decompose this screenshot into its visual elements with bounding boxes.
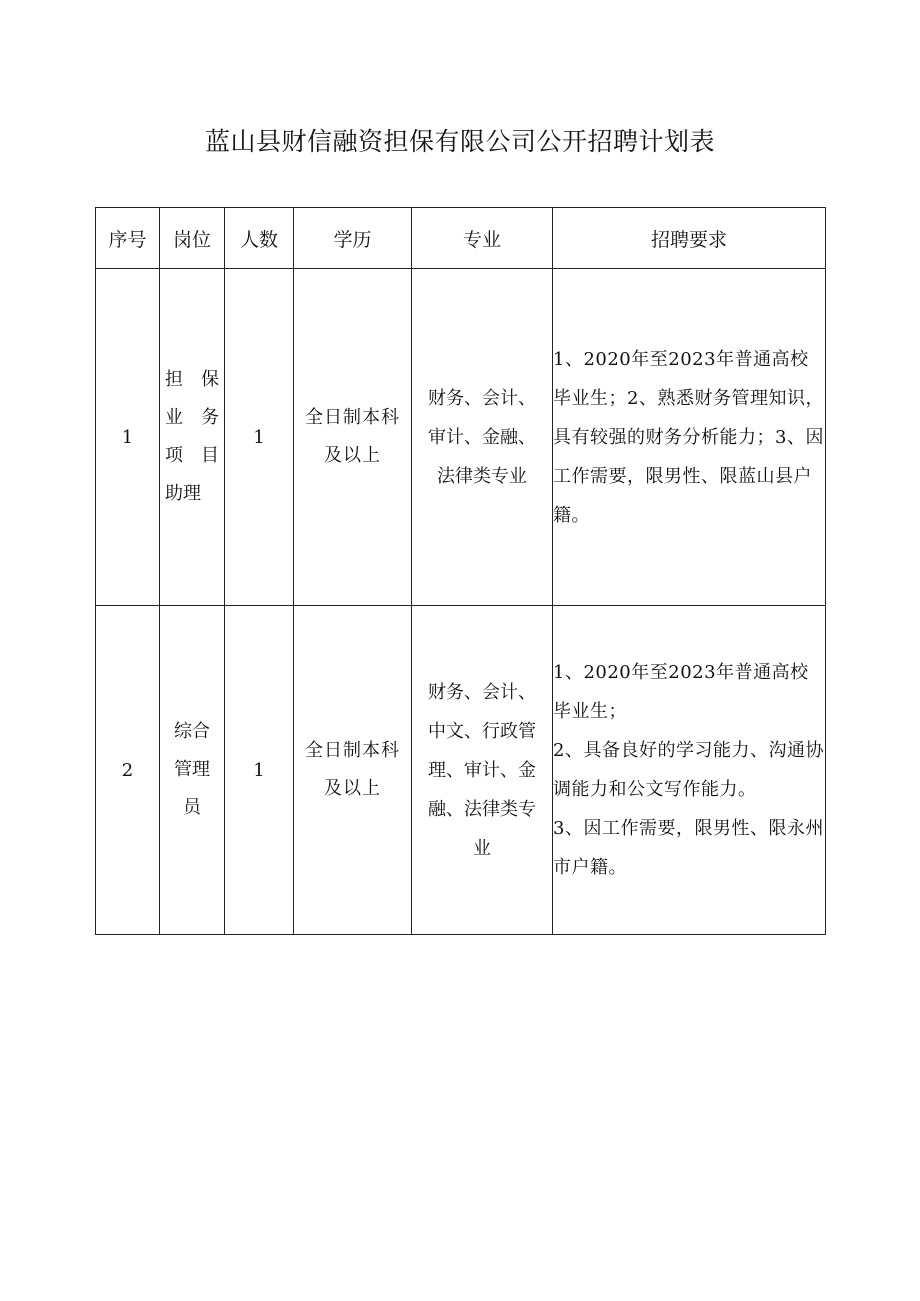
row-education: [294, 606, 412, 935]
major-line: 理、审计、金: [428, 759, 536, 781]
header-serial-number: 序号: [96, 208, 160, 269]
requirement-item: 1、2020年至2023年普通高校毕业生；: [553, 662, 809, 722]
position-line: 担 保: [165, 369, 219, 390]
position-line: 综合: [174, 721, 210, 742]
position-line: 业 务: [165, 407, 219, 428]
row-education: [294, 269, 412, 606]
major-line: 审计、金融、: [428, 426, 536, 448]
position-line: 助理: [165, 483, 201, 504]
major-line: 财务、会计、: [428, 387, 536, 409]
header-education: 学历: [294, 208, 412, 269]
recruitment-plan-table: [95, 207, 826, 935]
page-title: 蓝山县财信融资担保有限公司公开招聘计划表: [204, 127, 715, 156]
education-line: 全日制本科: [305, 407, 400, 428]
position-line: 项 目: [165, 445, 219, 466]
requirement-item: 3、因工作需要，限男性、限永州市户籍。: [553, 818, 824, 878]
major-line: 业: [473, 837, 491, 859]
education-line: 全日制本科: [305, 740, 400, 761]
header-headcount: 人数: [225, 208, 294, 269]
header-requirements: 招聘要求: [553, 208, 826, 269]
row-major: [412, 269, 553, 606]
row-requirements: [553, 606, 826, 935]
row-serial-number: 1: [96, 269, 160, 606]
requirement-item: 2、具备良好的学习能力、沟通协调能力和公文写作能力。: [553, 740, 824, 800]
row-serial-number: 2: [96, 606, 160, 935]
requirements-text: 1、2020年至2023年普通高校毕业生；2、熟悉财务管理知识，具有较强的财务分析能力；3、因工作需要，限男性、限蓝山县户籍。: [553, 348, 824, 526]
row-major: [412, 606, 553, 935]
row-requirements: [553, 269, 826, 606]
header-position: 岗位: [160, 208, 225, 269]
major-line: 中文、行政管: [428, 720, 536, 742]
row-position: [160, 269, 225, 606]
row-headcount: 1: [225, 606, 294, 935]
position-line: 管理: [174, 759, 210, 780]
table-row: [96, 606, 826, 935]
major-line: 财务、会计、: [428, 681, 536, 703]
position-line: 员: [183, 797, 201, 818]
education-line: 及以上: [324, 445, 381, 466]
major-line: 融、法律类专: [428, 798, 536, 820]
header-major: 专业: [412, 208, 553, 269]
table-header-row: [96, 208, 826, 269]
major-line: 法律类专业: [437, 465, 527, 487]
row-position: [160, 606, 225, 935]
table-row: [96, 269, 826, 606]
row-headcount: 1: [225, 269, 294, 606]
education-line: 及以上: [324, 778, 381, 799]
